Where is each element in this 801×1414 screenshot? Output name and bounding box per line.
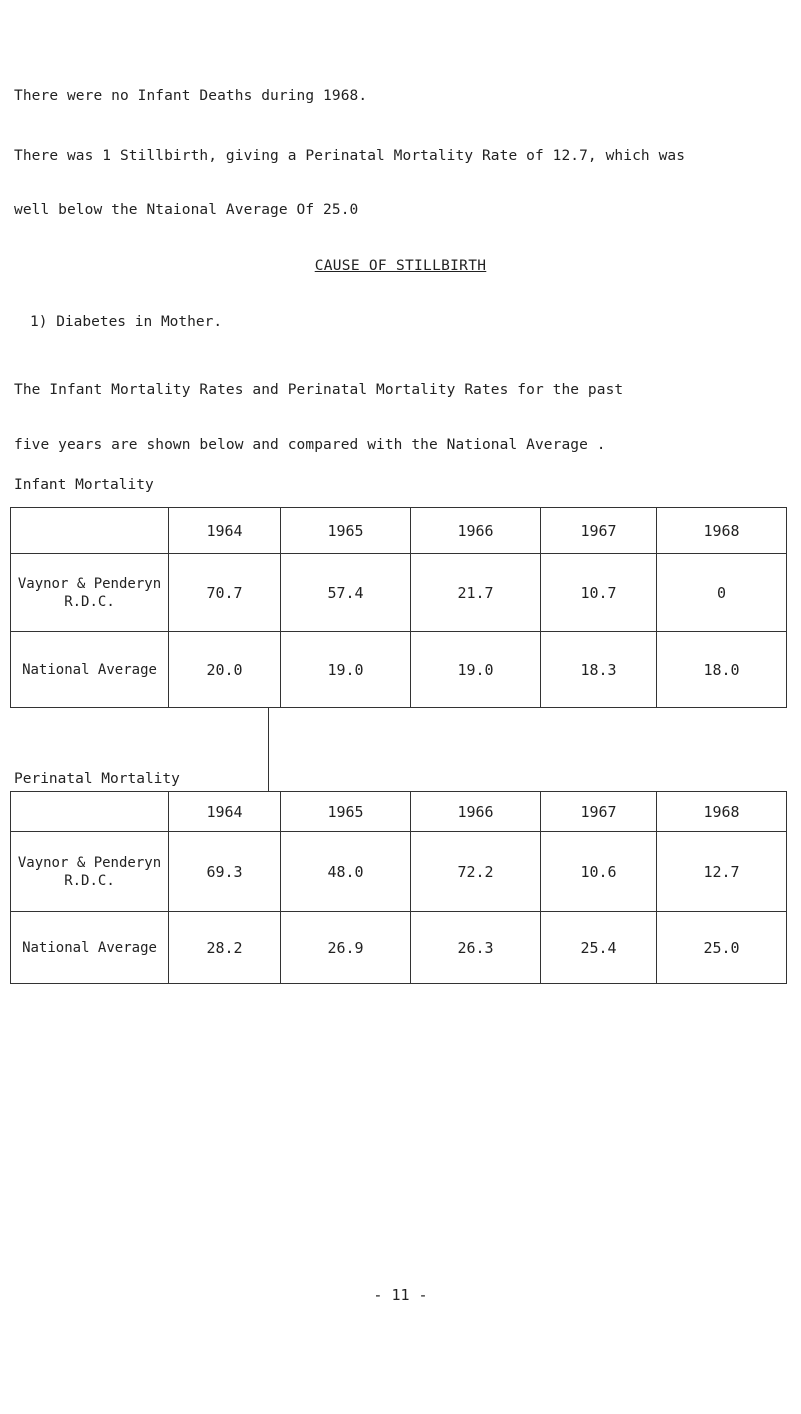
intro-line-3: well below the Ntaional Average Of 25.0 bbox=[14, 202, 359, 218]
row-label bbox=[11, 832, 169, 912]
value-cell: 12.7 bbox=[657, 832, 787, 912]
value-cell: 21.7 bbox=[411, 554, 541, 632]
perinatal-row-vaynor bbox=[11, 832, 787, 912]
row-label-line-2: R.D.C. bbox=[64, 593, 115, 610]
divider-line bbox=[268, 707, 269, 791]
cause-item: 1) Diabetes in Mother. bbox=[30, 314, 223, 330]
infant-mortality-title: Infant Mortality bbox=[14, 477, 154, 493]
perinatal-mortality-table bbox=[10, 791, 787, 984]
value-cell: 26.9 bbox=[281, 912, 411, 984]
value-cell: 28.2 bbox=[169, 912, 281, 984]
value-cell: 69.3 bbox=[169, 832, 281, 912]
value-cell: 18.3 bbox=[541, 632, 657, 708]
value-cell: 0 bbox=[657, 554, 787, 632]
row-label bbox=[11, 632, 169, 708]
year-1965: 1965 bbox=[281, 508, 411, 554]
perinatal-mortality-title: Perinatal Mortality bbox=[14, 771, 180, 787]
row-label-line-1: Vaynor & Penderyn bbox=[17, 854, 162, 871]
value-cell: 57.4 bbox=[281, 554, 411, 632]
year-1966: 1966 bbox=[411, 792, 541, 832]
value-cell: 70.7 bbox=[169, 554, 281, 632]
intro-line-1: There were no Infant Deaths during 1968. bbox=[14, 88, 368, 104]
corner-cell bbox=[11, 508, 169, 554]
intro-line-2: There was 1 Stillbirth, giving a Perinatal Mortality Rate of 12.7, which was bbox=[14, 148, 686, 164]
value-cell: 26.3 bbox=[411, 912, 541, 984]
row-label bbox=[11, 554, 169, 632]
value-cell: 25.0 bbox=[657, 912, 787, 984]
perinatal-header-row bbox=[11, 792, 787, 832]
cause-heading: CAUSE OF STILLBIRTH bbox=[314, 258, 487, 274]
year-1966: 1966 bbox=[411, 508, 541, 554]
comparison-line-1: The Infant Mortality Rates and Perinatal Mortality Rates for the past bbox=[14, 382, 624, 398]
value-cell: 19.0 bbox=[411, 632, 541, 708]
infant-header-row bbox=[11, 508, 787, 554]
year-1967: 1967 bbox=[541, 792, 657, 832]
value-cell: 48.0 bbox=[281, 832, 411, 912]
infant-mortality-table bbox=[10, 507, 787, 708]
row-label bbox=[11, 912, 169, 984]
comparison-line-2: five years are shown below and compared with the National Average . bbox=[14, 437, 606, 453]
value-cell: 72.2 bbox=[411, 832, 541, 912]
row-label-line-2: R.D.C. bbox=[64, 872, 115, 889]
value-cell: 18.0 bbox=[657, 632, 787, 708]
infant-row-national bbox=[11, 632, 787, 708]
perinatal-row-national bbox=[11, 912, 787, 984]
year-1965: 1965 bbox=[281, 792, 411, 832]
page-number: - 11 - bbox=[373, 1286, 428, 1304]
value-cell: 19.0 bbox=[281, 632, 411, 708]
corner-cell bbox=[11, 792, 169, 832]
year-1967: 1967 bbox=[541, 508, 657, 554]
value-cell: 20.0 bbox=[169, 632, 281, 708]
year-1964: 1964 bbox=[169, 508, 281, 554]
row-label-line-1: National Average bbox=[22, 939, 157, 956]
row-label-line-1: Vaynor & Penderyn bbox=[17, 575, 162, 592]
value-cell: 25.4 bbox=[541, 912, 657, 984]
value-cell: 10.7 bbox=[541, 554, 657, 632]
infant-row-vaynor bbox=[11, 554, 787, 632]
row-label-line-1: National Average bbox=[22, 661, 157, 678]
value-cell: 10.6 bbox=[541, 832, 657, 912]
year-1968: 1968 bbox=[657, 792, 787, 832]
year-1964: 1964 bbox=[169, 792, 281, 832]
year-1968: 1968 bbox=[657, 508, 787, 554]
